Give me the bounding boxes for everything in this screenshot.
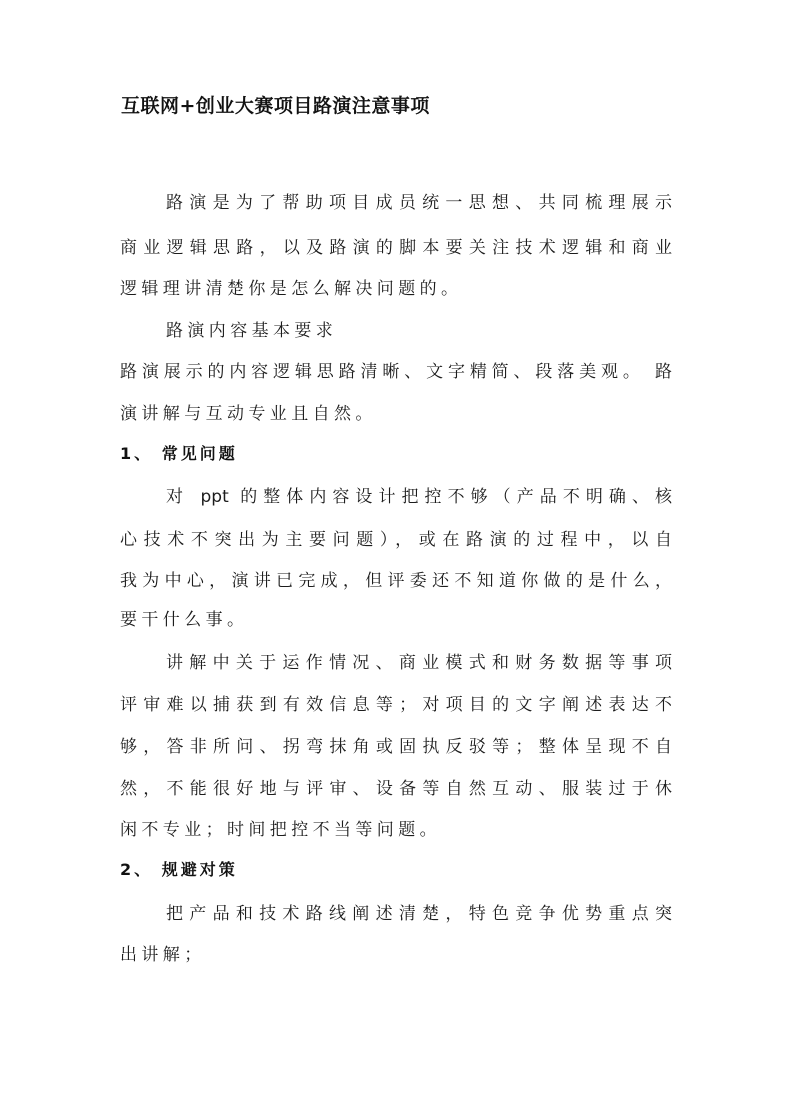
section-1-para-1-line-2: 心技术不突出为主要问题），或在路演的过程中，以自 — [120, 530, 672, 550]
section-1-para-2-line-4: 然，不能很好地与评审、设备等自然互动、服装过于休 — [120, 779, 672, 799]
section-1-para-2-line-1: 讲解中关于运作情况、商业模式和财务数据等事项 — [166, 653, 672, 673]
section-2-para-1-line-1: 把产品和技术路线阐述清楚，特色竞争优势重点突 — [166, 904, 672, 924]
requirements-heading: 路演内容基本要求 — [166, 321, 338, 341]
section-1-para-1-line-1: 对 ppt 的整体内容设计把控不够（产品不明确、核 — [166, 487, 672, 507]
section-1-para-2-line-2: 评审难以捕获到有效信息等；对项目的文字阐述表达不 — [120, 695, 672, 715]
section-1-para-2-line-3: 够，答非所问、拐弯抹角或固执反驳等；整体呈现不自 — [120, 737, 672, 757]
section-1-para-2-line-5: 闲不专业；时间把控不当等问题。 — [120, 820, 441, 840]
section-2-para-1-line-2: 出讲解； — [120, 945, 206, 965]
intro-line-1: 路演是为了帮助项目成员统一思想、共同梳理展示 — [166, 193, 672, 213]
section-2-heading: 2、 规避对策 — [120, 860, 238, 879]
intro-line-3: 逻辑理讲清楚你是怎么解决问题的。 — [120, 279, 463, 299]
section-1-para-1-line-3: 我为中心，演讲已完成，但评委还不知道你做的是什么， — [120, 571, 672, 591]
requirements-line-1: 路演展示的内容逻辑思路清晰、文字精简、段落美观。 路 — [120, 362, 672, 382]
intro-line-2: 商业逻辑思路，以及路演的脚本要关注技术逻辑和商业 — [120, 238, 672, 258]
requirements-line-2: 演讲解与互动专业且自然。 — [120, 404, 377, 424]
section-1-heading: 1、 常见问题 — [120, 444, 238, 463]
section-1-para-1-line-4: 要干什么事。 — [120, 610, 249, 630]
document-title: 互联网+创业大赛项目路演注意事项 — [121, 95, 430, 117]
